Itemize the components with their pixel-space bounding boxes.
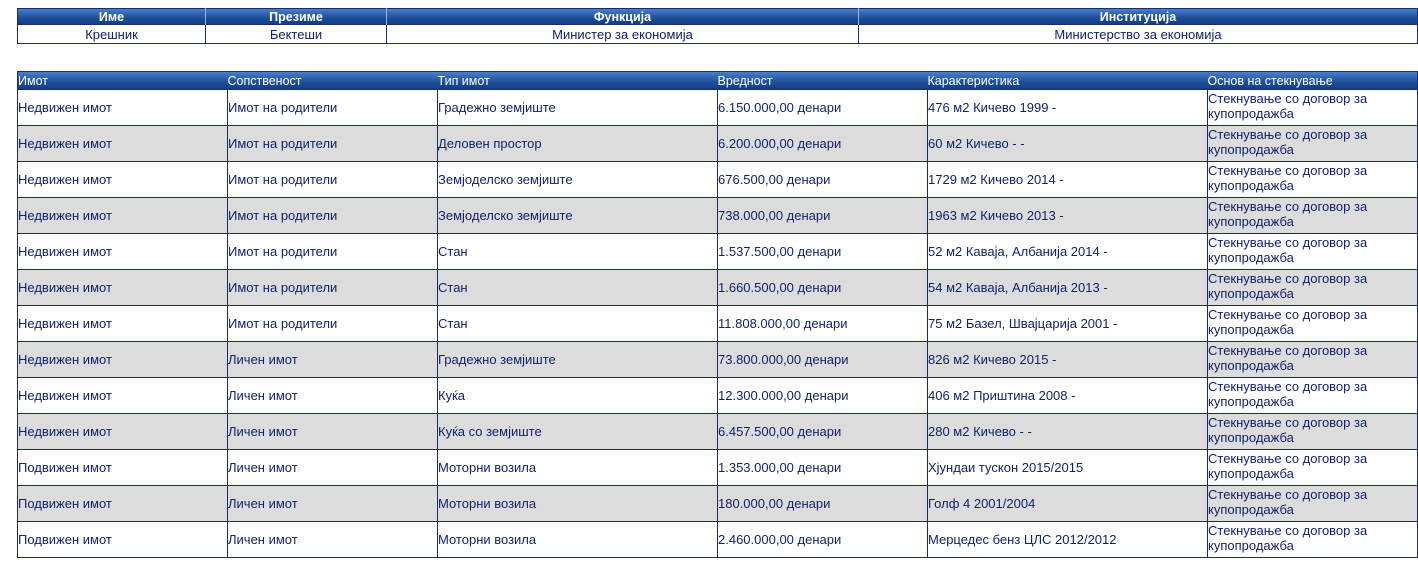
- header-acquisition-basis: Основ на стекнување: [1207, 73, 1333, 88]
- value-cell: 73.800.000,00 денари: [718, 342, 928, 378]
- official-info-header-row: [18, 9, 1418, 25]
- acquisition-basis-cell: Стекнување со договор за купопродажба: [1208, 414, 1418, 450]
- ownership-cell: Личен имот: [228, 450, 438, 486]
- ownership-cell: Личен имот: [228, 522, 438, 558]
- acquisition-basis-cell: Стекнување со договор за купопродажба: [1208, 486, 1418, 522]
- asset-category-cell: Недвижен имот: [18, 234, 228, 270]
- acquisition-basis-cell: Стекнување со договор за купопродажба: [1208, 306, 1418, 342]
- asset-type-cell: Моторни возила: [438, 522, 718, 558]
- asset-type-cell: Стан: [438, 306, 718, 342]
- asset-type-cell: Куќа со земјиште: [438, 414, 718, 450]
- value-cell: 180.000,00 денари: [718, 486, 928, 522]
- header-function: Функција: [387, 9, 859, 25]
- characteristics-cell: 1729 м2 Кичево 2014 -: [928, 162, 1208, 198]
- asset-type-cell: Деловен простор: [438, 126, 718, 162]
- acquisition-basis-cell: Стекнување со договор за купопродажба: [1208, 450, 1418, 486]
- acquisition-basis-cell: Стекнување со договор за купопродажба: [1208, 522, 1418, 558]
- assets-header-row: [18, 72, 1418, 90]
- characteristics-cell: 60 м2 Кичево - -: [928, 126, 1208, 162]
- ownership-cell: Имот на родители: [228, 234, 438, 270]
- value-cell: 6.200.000,00 денари: [718, 126, 928, 162]
- ownership-cell: Имот на родители: [228, 162, 438, 198]
- characteristics-cell: 476 м2 Кичево 1999 -: [928, 90, 1208, 126]
- asset-category-cell: Недвижен имот: [18, 90, 228, 126]
- acquisition-basis-cell: Стекнување со договор за купопродажба: [1208, 126, 1418, 162]
- value-cell: 2.460.000,00 денари: [718, 522, 928, 558]
- table-row: [18, 126, 1418, 162]
- table-row: [18, 270, 1418, 306]
- header-ownership: Сопственост: [227, 73, 302, 88]
- value-cell: 676.500,00 денари: [718, 162, 928, 198]
- asset-type-cell: Земјоделско земјиште: [438, 198, 718, 234]
- asset-type-cell: Земјоделско земјиште: [438, 162, 718, 198]
- table-row: [18, 486, 1418, 522]
- value-cell: 11.808.000,00 денари: [718, 306, 928, 342]
- last-name-cell: Бектеши: [206, 25, 387, 44]
- ownership-cell: Личен имот: [228, 378, 438, 414]
- table-row: [18, 90, 1418, 126]
- asset-type-cell: Градежно земјиште: [438, 90, 718, 126]
- header-asset: Имот: [18, 73, 48, 88]
- header-institution: Институција: [1099, 9, 1177, 24]
- ownership-cell: Личен имот: [228, 414, 438, 450]
- table-row: [18, 198, 1418, 234]
- ownership-cell: Имот на родители: [228, 90, 438, 126]
- official-info-row: [18, 25, 1418, 44]
- asset-category-cell: Подвижен имот: [18, 450, 228, 486]
- acquisition-basis-cell: Стекнување со договор за купопродажба: [1208, 378, 1418, 414]
- value-cell: 1.353.000,00 денари: [718, 450, 928, 486]
- acquisition-basis-cell: Стекнување со договор за купопродажба: [1208, 198, 1418, 234]
- function-cell: Министер за економија: [387, 25, 859, 44]
- asset-category-cell: Недвижен имот: [18, 378, 228, 414]
- acquisition-basis-cell: Стекнување со договор за купопродажба: [1208, 90, 1418, 126]
- header-first-name: Име: [18, 9, 206, 25]
- asset-category-cell: Недвижен имот: [18, 270, 228, 306]
- characteristics-cell: Голф 4 2001/2004: [928, 486, 1208, 522]
- characteristics-cell: 406 м2 Приштина 2008 -: [928, 378, 1208, 414]
- ownership-cell: Имот на родители: [228, 126, 438, 162]
- value-cell: 738.000,00 денари: [718, 198, 928, 234]
- table-row: [18, 306, 1418, 342]
- value-cell: 12.300.000,00 денари: [718, 378, 928, 414]
- asset-category-cell: Недвижен имот: [18, 414, 228, 450]
- table-row: [18, 162, 1418, 198]
- asset-category-cell: Недвижен имот: [18, 198, 228, 234]
- characteristics-cell: 1963 м2 Кичево 2013 -: [928, 198, 1208, 234]
- table-row: [18, 414, 1418, 450]
- table-row: [18, 522, 1418, 558]
- asset-category-cell: Недвижен имот: [18, 162, 228, 198]
- acquisition-basis-cell: Стекнување со договор за купопродажба: [1208, 270, 1418, 306]
- ownership-cell: Имот на родители: [228, 270, 438, 306]
- institution-cell: Министерство за економија: [859, 25, 1418, 44]
- assets-table: [17, 71, 1418, 558]
- value-cell: 1.537.500,00 денари: [718, 234, 928, 270]
- header-asset-type: Тип имот: [437, 73, 490, 88]
- value-cell: 6.150.000,00 денари: [718, 90, 928, 126]
- characteristics-cell: Хјундаи тускон 2015/2015: [928, 450, 1208, 486]
- ownership-cell: Имот на родители: [228, 306, 438, 342]
- value-cell: 6.457.500,00 денари: [718, 414, 928, 450]
- asset-category-cell: Подвижен имот: [18, 486, 228, 522]
- asset-category-cell: Недвижен имот: [18, 126, 228, 162]
- asset-type-cell: Моторни возила: [438, 486, 718, 522]
- ownership-cell: Имот на родители: [228, 198, 438, 234]
- header-last-name: Презиме: [206, 9, 387, 25]
- asset-type-cell: Градежно земјиште: [438, 342, 718, 378]
- asset-type-cell: Стан: [438, 270, 718, 306]
- official-info-table: [17, 8, 1418, 44]
- asset-category-cell: Недвижен имот: [18, 306, 228, 342]
- characteristics-cell: 52 м2 Кавајa, Албанија 2014 -: [928, 234, 1208, 270]
- first-name-cell: Крешник: [18, 25, 206, 44]
- acquisition-basis-cell: Стекнување со договор за купопродажба: [1208, 162, 1418, 198]
- asset-type-cell: Моторни возила: [438, 450, 718, 486]
- table-row: [18, 342, 1418, 378]
- header-value: Вредност: [717, 73, 773, 88]
- characteristics-cell: 54 м2 Кавајa, Албанија 2013 -: [928, 270, 1208, 306]
- acquisition-basis-cell: Стекнување со договор за купопродажба: [1208, 234, 1418, 270]
- asset-category-cell: Подвижен имот: [18, 522, 228, 558]
- ownership-cell: Личен имот: [228, 486, 438, 522]
- value-cell: 1.660.500,00 денари: [718, 270, 928, 306]
- acquisition-basis-cell: Стекнување со договор за купопродажба: [1208, 342, 1418, 378]
- characteristics-cell: Мерцедес бенз ЦЛС 2012/2012: [928, 522, 1208, 558]
- table-row: [18, 378, 1418, 414]
- table-row: [18, 234, 1418, 270]
- asset-type-cell: Стан: [438, 234, 718, 270]
- header-characteristics: Карактеристика: [927, 73, 1020, 88]
- characteristics-cell: 280 м2 Кичево - -: [928, 414, 1208, 450]
- table-row: [18, 450, 1418, 486]
- ownership-cell: Личен имот: [228, 342, 438, 378]
- asset-category-cell: Недвижен имот: [18, 342, 228, 378]
- characteristics-cell: 826 м2 Кичево 2015 -: [928, 342, 1208, 378]
- characteristics-cell: 75 м2 Базел, Швајцарија 2001 -: [928, 306, 1208, 342]
- asset-type-cell: Куќа: [438, 378, 718, 414]
